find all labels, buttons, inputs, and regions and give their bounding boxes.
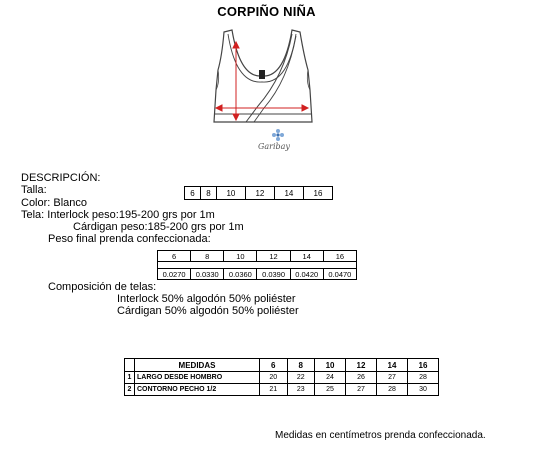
size-cell: 14 <box>274 187 303 200</box>
weight-size-cell: 14 <box>290 251 323 262</box>
weight-value-cell: 0.0270 <box>158 269 191 280</box>
cardigan-composition: Cárdigan 50% algodón 50% poliéster <box>117 305 299 317</box>
page-title: CORPIÑO NIÑA <box>217 4 316 19</box>
table-row <box>125 384 439 396</box>
size-cell: 6 <box>185 187 201 200</box>
row-value: 22 <box>287 372 315 384</box>
brand-name: Garibay <box>258 142 290 151</box>
size-cell: 12 <box>245 187 274 200</box>
weight-size-cell: 8 <box>191 251 224 262</box>
medidas-header-row <box>125 359 439 372</box>
peso-label: Peso final prenda confeccionada: <box>48 233 211 245</box>
weight-size-cell: 10 <box>224 251 257 262</box>
weights-spacer <box>158 262 357 269</box>
footer-note: Medidas en centímetros prenda confeccionada. <box>275 430 486 441</box>
row-value: 28 <box>377 384 408 396</box>
weights-size-row <box>158 251 357 262</box>
row-value: 21 <box>260 384 288 396</box>
row-value: 27 <box>346 384 377 396</box>
brand-logo-icon <box>271 128 285 142</box>
medidas-size-header: 14 <box>377 359 408 372</box>
weight-value-cell: 0.0360 <box>224 269 257 280</box>
weight-size-cell: 6 <box>158 251 191 262</box>
weight-value-cell: 0.0330 <box>191 269 224 280</box>
row-value: 30 <box>407 384 438 396</box>
medidas-header: MEDIDAS <box>135 359 260 372</box>
size-cell: 16 <box>303 187 332 200</box>
row-number: 2 <box>125 384 135 396</box>
medidas-num-header <box>125 359 135 372</box>
weights-table <box>157 250 357 280</box>
row-value: 27 <box>377 372 408 384</box>
garment-sketch <box>200 26 330 142</box>
medidas-table <box>124 358 439 396</box>
row-value: 25 <box>315 384 346 396</box>
description-heading: DESCRIPCIÓN: <box>21 172 101 184</box>
table-row <box>125 372 439 384</box>
color-label: Color: Blanco <box>21 197 88 209</box>
size-cell: 8 <box>200 187 216 200</box>
weight-size-cell: 12 <box>257 251 290 262</box>
size-cell: 10 <box>216 187 245 200</box>
row-value: 28 <box>407 372 438 384</box>
composicion-label: Composición de telas: <box>48 281 157 293</box>
sizes-table <box>184 186 333 200</box>
talla-label: Talla: <box>21 184 47 196</box>
weight-value-cell: 0.0420 <box>290 269 323 280</box>
row-value: 23 <box>287 384 315 396</box>
row-value: 26 <box>346 372 377 384</box>
medidas-size-header: 12 <box>346 359 377 372</box>
weight-value-cell: 0.0390 <box>257 269 290 280</box>
row-label: LARGO DESDE HOMBRO <box>135 372 260 384</box>
tela-label: Tela: Interlock peso:195-200 grs por 1m <box>21 209 215 221</box>
weight-size-cell: 16 <box>323 251 356 262</box>
medidas-size-header: 6 <box>260 359 288 372</box>
weight-value-cell: 0.0470 <box>323 269 356 280</box>
medidas-size-header: 8 <box>287 359 315 372</box>
medidas-size-header: 16 <box>407 359 438 372</box>
medidas-size-header: 10 <box>315 359 346 372</box>
row-number: 1 <box>125 372 135 384</box>
row-value: 20 <box>260 372 288 384</box>
cardigan-weight-label: Cárdigan peso:185-200 grs por 1m <box>73 221 244 233</box>
interlock-composition: Interlock 50% algodón 50% poliéster <box>117 293 296 305</box>
row-value: 24 <box>315 372 346 384</box>
weights-value-row <box>158 269 357 280</box>
sizes-row <box>185 187 333 200</box>
row-label: CONTORNO PECHO 1/2 <box>135 384 260 396</box>
